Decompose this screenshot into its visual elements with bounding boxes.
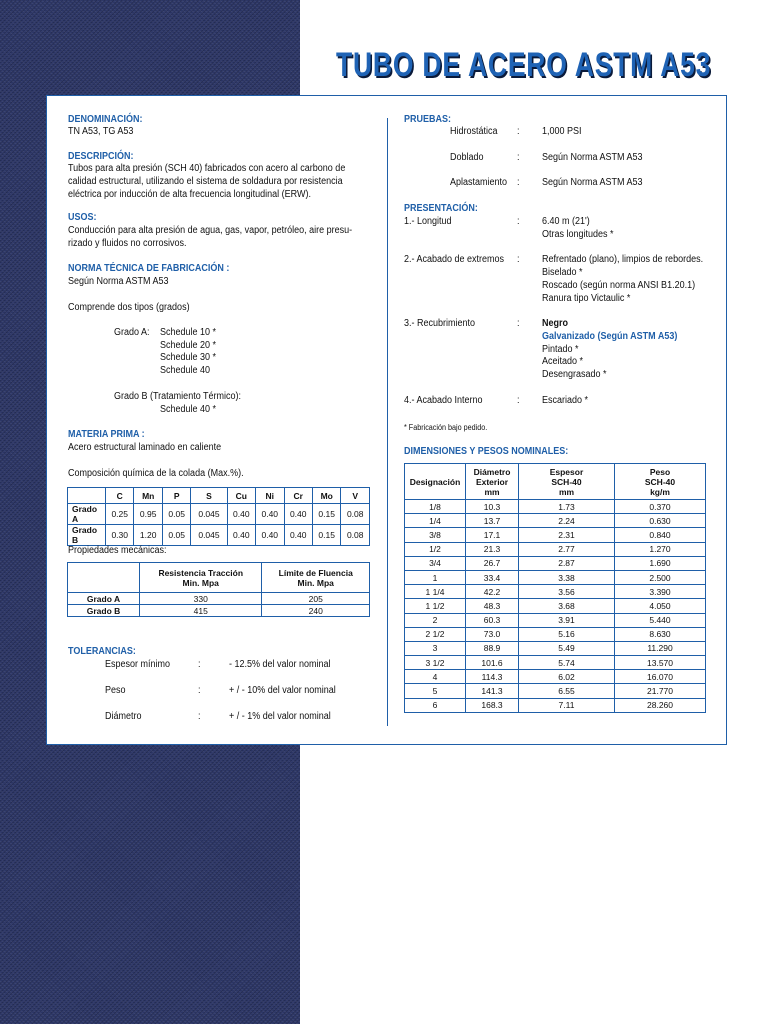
- interno-value: Escariado *: [542, 395, 589, 406]
- table-row: [405, 500, 706, 514]
- table-cell: 0.40: [284, 525, 312, 546]
- table-row: [405, 627, 706, 641]
- usos-line: Conducción para alta presión de agua, gas, vapor, petróleo, aire presu-: [68, 225, 353, 236]
- table-cell: 4: [405, 670, 466, 684]
- table-cell: Grado B: [68, 525, 106, 546]
- table-cell: 7.11: [519, 698, 615, 712]
- table-cell: 0.40: [256, 504, 284, 525]
- dim-header: Espesor SCH-40 mm: [519, 464, 615, 500]
- chem-header: P: [162, 488, 190, 504]
- chem-header: Mn: [134, 488, 162, 504]
- table-cell: 4.050: [615, 599, 706, 613]
- table-cell: 2 1/2: [405, 627, 466, 641]
- usos-heading: USOS:: [68, 212, 97, 223]
- table-cell: Grado A: [68, 593, 140, 605]
- page-title: TUBO DE ACERO ASTM A53: [336, 46, 712, 84]
- tolerancia-value: + / - 1% del valor nominal: [229, 711, 331, 722]
- tolerancia-value: + / - 10% del valor nominal: [229, 685, 336, 696]
- table-cell: 3/4: [405, 556, 466, 570]
- schedule-item: Schedule 40: [160, 365, 211, 376]
- table-cell: 1/2: [405, 542, 466, 556]
- chem-header: C: [106, 488, 134, 504]
- table-cell: 0.05: [162, 525, 190, 546]
- table-cell: 1.270: [615, 542, 706, 556]
- table-cell: 0.40: [284, 504, 312, 525]
- chem-header: S: [191, 488, 227, 504]
- table-cell: 42.2: [466, 585, 519, 599]
- schedule-item: Schedule 40 *: [160, 404, 217, 415]
- table-cell: 5.74: [519, 656, 615, 670]
- table-row: [405, 542, 706, 556]
- chem-table: [67, 487, 370, 546]
- dim-header: Diámetro Exterior mm: [466, 464, 519, 500]
- table-cell: 5.440: [615, 613, 706, 627]
- grado-a-label: Grado A:: [114, 327, 150, 338]
- chem-header: Cu: [227, 488, 255, 504]
- chem-header: Mo: [312, 488, 340, 504]
- table-cell: 3.38: [519, 570, 615, 584]
- table-cell: 1.20: [134, 525, 162, 546]
- acabado-key: 2.- Acabado de extremos: [404, 254, 505, 265]
- table-cell: 8.630: [615, 627, 706, 641]
- table-cell: 28.260: [615, 698, 706, 712]
- colon: :: [517, 216, 520, 227]
- prueba-value: Según Norma ASTM A53: [542, 177, 643, 188]
- table-cell: 0.40: [256, 525, 284, 546]
- table-cell: 2.77: [519, 542, 615, 556]
- table-cell: 1/4: [405, 514, 466, 528]
- prueba-key: Hidrostática: [450, 126, 498, 137]
- colon: :: [198, 685, 201, 696]
- table-cell: 5.16: [519, 627, 615, 641]
- table-row: [405, 528, 706, 542]
- table-cell: 6: [405, 698, 466, 712]
- recubrimiento-value: Negro: [542, 318, 569, 329]
- recubrimiento-key: 3.- Recubrimiento: [404, 318, 476, 329]
- table-cell: 60.3: [466, 613, 519, 627]
- table-cell: 2.87: [519, 556, 615, 570]
- denominacion-text: TN A53, TG A53: [68, 126, 134, 137]
- chem-header: V: [341, 488, 370, 504]
- dimensions-table: [404, 463, 706, 713]
- dim-header: Designación: [405, 464, 466, 500]
- mech-header: Resistencia Tracción Min. Mpa: [140, 563, 262, 593]
- table-cell: 0.370: [615, 500, 706, 514]
- table-cell: 0.045: [191, 525, 227, 546]
- table-cell: 205: [262, 593, 370, 605]
- recubrimiento-value: Galvanizado (Según ASTM A53): [542, 331, 678, 342]
- tolerancias-heading: TOLERANCIAS:: [68, 646, 136, 657]
- descripcion-line: Tubos para alta presión (SCH 40) fabricados con acero al carbono de: [68, 163, 346, 174]
- denominacion-heading: DENOMINACIÓN:: [68, 114, 143, 125]
- recubrimiento-value: Desengrasado *: [542, 369, 607, 380]
- table-cell: 5: [405, 684, 466, 698]
- table-cell: 0.630: [615, 514, 706, 528]
- usos-line: rizado y fluidos no corrosivos.: [68, 238, 187, 249]
- colon: :: [198, 659, 201, 670]
- colon: :: [517, 152, 520, 163]
- prueba-value: 1,000 PSI: [542, 126, 582, 137]
- table-cell: 101.6: [466, 656, 519, 670]
- table-cell: 168.3: [466, 698, 519, 712]
- table-cell: 0.15: [312, 504, 340, 525]
- dimensiones-heading: DIMENSIONES Y PESOS NOMINALES:: [404, 446, 569, 457]
- table-cell: 1 1/2: [405, 599, 466, 613]
- table-cell: 13.7: [466, 514, 519, 528]
- table-cell: 240: [262, 605, 370, 617]
- table-cell: 0.15: [312, 525, 340, 546]
- table-cell: 1.73: [519, 500, 615, 514]
- prueba-key: Doblado: [450, 152, 484, 163]
- table-row: [405, 670, 706, 684]
- chem-header: [68, 488, 106, 504]
- presentacion-heading: PRESENTACIÓN:: [404, 203, 478, 214]
- table-cell: 0.045: [191, 504, 227, 525]
- schedule-item: Schedule 10 *: [160, 327, 217, 338]
- colon: :: [517, 395, 520, 406]
- table-cell: 17.1: [466, 528, 519, 542]
- pruebas-heading: PRUEBAS:: [404, 114, 452, 125]
- table-cell: 10.3: [466, 500, 519, 514]
- table-row: [405, 656, 706, 670]
- table-cell: 21.3: [466, 542, 519, 556]
- descripcion-line: eléctrica por inducción de alta frecuencia longitudinal (ERW).: [68, 189, 311, 200]
- colon: :: [517, 126, 520, 137]
- longitud-value: 6.40 m (21'): [542, 216, 590, 227]
- table-row: [405, 585, 706, 599]
- table-cell: 6.02: [519, 670, 615, 684]
- acabado-value: Refrentado (plano), limpios de rebordes.: [542, 254, 704, 265]
- table-cell: 3: [405, 641, 466, 655]
- table-cell: 5.49: [519, 641, 615, 655]
- table-cell: 88.9: [466, 641, 519, 655]
- acabado-value: Ranura tipo Victaulic *: [542, 293, 631, 304]
- colon: :: [517, 318, 520, 329]
- table-cell: 0.40: [227, 504, 255, 525]
- table-cell: Grado A: [68, 504, 106, 525]
- table-cell: 141.3: [466, 684, 519, 698]
- table-cell: 16.070: [615, 670, 706, 684]
- propiedades-text: Propiedades mecánicas:: [68, 545, 167, 556]
- table-cell: 48.3: [466, 599, 519, 613]
- table-cell: 415: [140, 605, 262, 617]
- table-row: [405, 641, 706, 655]
- norma-heading: NORMA TÉCNICA DE FABRICACIÓN :: [68, 263, 230, 274]
- table-cell: 2: [405, 613, 466, 627]
- tolerancia-value: - 12.5% del valor nominal: [229, 659, 331, 670]
- table-cell: 0.95: [134, 504, 162, 525]
- table-cell: 1 1/4: [405, 585, 466, 599]
- grado-b-label: Grado B (Tratamiento Térmico):: [114, 391, 242, 402]
- tolerancia-key: Peso: [105, 685, 126, 696]
- table-cell: 0.840: [615, 528, 706, 542]
- table-cell: 3.390: [615, 585, 706, 599]
- table-cell: 11.290: [615, 641, 706, 655]
- table-row: [405, 684, 706, 698]
- table-cell: 0.25: [106, 504, 134, 525]
- acabado-value: Biselado *: [542, 267, 583, 278]
- table-cell: 1.690: [615, 556, 706, 570]
- table-row: [405, 514, 706, 528]
- table-cell: 0.40: [227, 525, 255, 546]
- table-cell: 1: [405, 570, 466, 584]
- table-cell: 2.24: [519, 514, 615, 528]
- table-row: [405, 698, 706, 712]
- table-cell: 2.31: [519, 528, 615, 542]
- table-row: [405, 613, 706, 627]
- table-cell: 114.3: [466, 670, 519, 684]
- table-cell: 1/8: [405, 500, 466, 514]
- table-row: [405, 599, 706, 613]
- acabado-value: Roscado (según norma ANSI B1.20.1): [542, 280, 696, 291]
- table-cell: 2.500: [615, 570, 706, 584]
- colon: :: [517, 254, 520, 265]
- table-cell: 330: [140, 593, 262, 605]
- longitud-key: 1.- Longitud: [404, 216, 452, 227]
- table-cell: 3 1/2: [405, 656, 466, 670]
- dimensions-body: [405, 500, 706, 713]
- table-cell: 33.4: [466, 570, 519, 584]
- recubrimiento-value: Aceitado *: [542, 356, 584, 367]
- table-row: [68, 504, 370, 525]
- table-cell: 21.770: [615, 684, 706, 698]
- colon: :: [517, 177, 520, 188]
- colon: :: [198, 711, 201, 722]
- mech-header: Límite de Fluencia Min. Mpa: [262, 563, 370, 593]
- longitud-value: Otras longitudes *: [542, 229, 614, 240]
- composicion-text: Composición química de la colada (Max.%).: [68, 468, 244, 479]
- chem-header: Cr: [284, 488, 312, 504]
- table-cell: 13.570: [615, 656, 706, 670]
- table-row: [405, 556, 706, 570]
- table-cell: 0.08: [341, 525, 370, 546]
- column-divider: [387, 118, 388, 726]
- table-row: [68, 593, 370, 605]
- table-row: [405, 570, 706, 584]
- descripcion-line: calidad estructural, utilizando el sistema de soldadura por resistencia: [68, 176, 343, 187]
- dim-header: Peso SCH-40 kg/m: [615, 464, 706, 500]
- chem-header: Ni: [256, 488, 284, 504]
- prueba-key: Aplastamiento: [450, 177, 508, 188]
- table-cell: 0.08: [341, 504, 370, 525]
- table-cell: Grado B: [68, 605, 140, 617]
- schedule-item: Schedule 30 *: [160, 352, 217, 363]
- descripcion-heading: DESCRIPCIÓN:: [68, 151, 134, 162]
- tipos-text: Comprende dos tipos (grados): [68, 302, 190, 313]
- table-cell: 3.68: [519, 599, 615, 613]
- materia-text: Acero estructural laminado en caliente: [68, 442, 222, 453]
- interno-key: 4.- Acabado Interno: [404, 395, 483, 406]
- tolerancia-key: Espesor mínimo: [105, 659, 171, 670]
- table-cell: 3.91: [519, 613, 615, 627]
- table-cell: 3/8: [405, 528, 466, 542]
- norma-text: Según Norma ASTM A53: [68, 276, 169, 287]
- table-row: [68, 525, 370, 546]
- table-cell: 73.0: [466, 627, 519, 641]
- recubrimiento-value: Pintado *: [542, 344, 579, 355]
- table-cell: 26.7: [466, 556, 519, 570]
- table-cell: 6.55: [519, 684, 615, 698]
- tolerancia-key: Diámetro: [105, 711, 142, 722]
- mech-table: [67, 562, 370, 617]
- table-cell: 3.56: [519, 585, 615, 599]
- table-cell: 0.30: [106, 525, 134, 546]
- footnote: * Fabricación bajo pedido.: [404, 423, 488, 432]
- table-row: [68, 605, 370, 617]
- prueba-value: Según Norma ASTM A53: [542, 152, 643, 163]
- materia-heading: MATERIA PRIMA :: [68, 429, 145, 440]
- table-cell: 0.05: [162, 504, 190, 525]
- schedule-item: Schedule 20 *: [160, 340, 217, 351]
